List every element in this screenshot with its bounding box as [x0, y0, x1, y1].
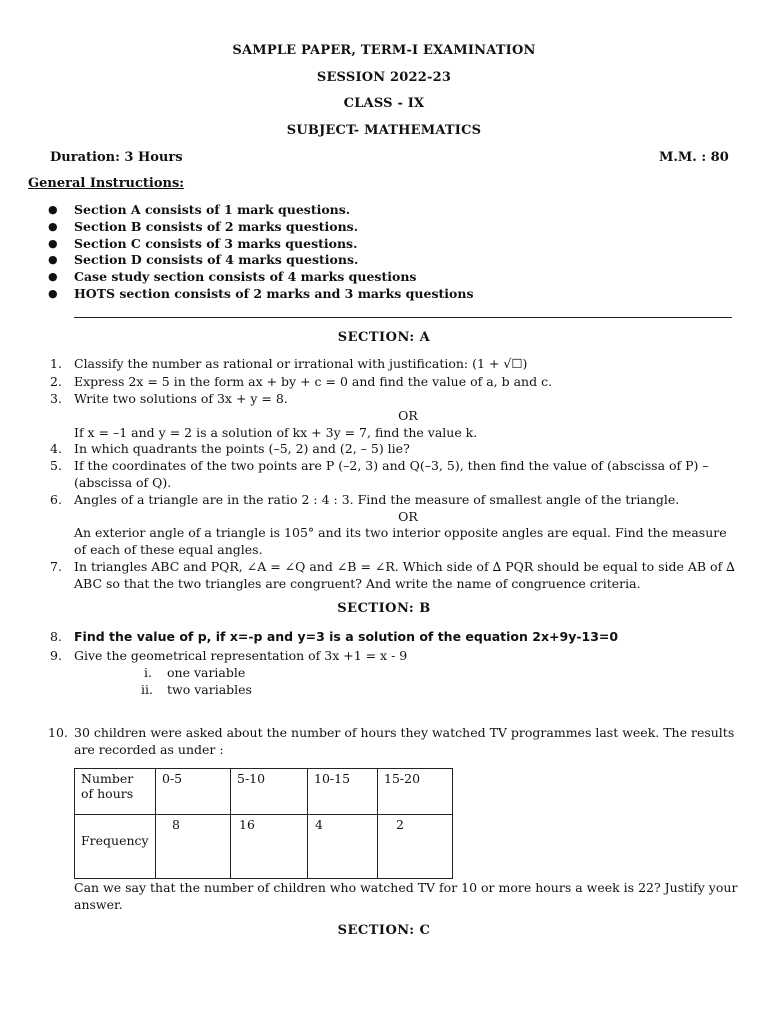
question-text: If x = –1 and y = 2 is a solution of kx + 3y = 7, find the value k. [74, 425, 478, 440]
subpart-text: two variables [167, 682, 252, 697]
table-cell: 10-15 [308, 769, 378, 815]
question-number: 6. [50, 492, 62, 507]
section-b-title: SECTION: B [337, 601, 431, 616]
question-text: Can we say that the number of children who watched TV for 10 or more hours a week is 22? Justify your answer. [74, 880, 738, 912]
subpart-number: i. [144, 665, 152, 680]
session-line: SESSION 2022-23 [316, 70, 452, 85]
question-text: In which quadrants the points (–5, 2) and (2, – 5) lie? [74, 441, 410, 456]
instruction-item: ● Section B consists of 2 marks questions. [48, 219, 473, 236]
question-number: 3. [50, 391, 62, 406]
question-number: 2. [50, 374, 62, 389]
question-text: In triangles ABC and PQR, ∠A = ∠Q and ∠B = ∠R. Which side of ∆ PQR should be equal to side AB of ∆ ABC so that the two triangles are congruent? And write the name of congruence criteria. [74, 559, 735, 591]
divider-line [74, 317, 732, 318]
table-cell: Number of hours [75, 769, 156, 815]
question-number: 10. [48, 725, 68, 740]
table-row [75, 769, 453, 815]
question-4 [50, 441, 740, 458]
question-text: Angles of a triangle are in the ratio 2 : 4 : 3. Find the measure of smallest angle of the triangle. [74, 492, 680, 507]
instruction-item: ● Section C consists of 3 marks questions. [48, 236, 473, 253]
question-number: 9. [50, 648, 62, 663]
question-6-alternative [50, 525, 740, 558]
instructions-list [48, 202, 473, 303]
question-3 [50, 391, 740, 408]
class-line: CLASS - IX [343, 96, 425, 111]
question-3-alternative [50, 425, 740, 442]
question-9 [50, 648, 740, 665]
question-number: 5. [50, 458, 62, 473]
section-c-title: SECTION: C [337, 923, 431, 938]
question-number: 4. [50, 441, 62, 456]
tv-hours-table [74, 768, 453, 879]
question-text: Express 2x = 5 in the form ax + by + c = 0 and find the value of a, b and c. [74, 374, 553, 389]
question-text: Write two solutions of 3x + y = 8. [74, 391, 288, 406]
instruction-item: ● Case study section consists of 4 marks questions [48, 269, 473, 286]
table-cell: 4 [308, 815, 378, 879]
question-text: Give the geometrical representation of 3x +1 = x - 9 [74, 648, 408, 663]
table-cell: Frequency [75, 815, 156, 879]
question-8 [50, 629, 740, 646]
section-a-title: SECTION: A [337, 330, 431, 345]
question-text: If the coordinates of the two points are P (–2, 3) and Q(–3, 5), then find the value of (abscissa of P) – (abscissa of Q). [74, 458, 709, 490]
table-cell: 2 [378, 815, 453, 879]
duration-label: Duration: 3 Hours [50, 150, 183, 165]
subpart-number: ii. [141, 682, 153, 697]
question-number: 8. [50, 629, 62, 644]
table-row [75, 815, 453, 879]
max-marks-label: M.M. : 80 [659, 150, 729, 165]
question-5 [50, 458, 740, 491]
table-cell: 15-20 [378, 769, 453, 815]
question-6 [50, 492, 740, 509]
question-2 [50, 374, 740, 391]
instruction-item: ● Section A consists of 1 mark questions. [48, 202, 473, 219]
paper-title: SAMPLE PAPER, TERM-I EXAMINATION [232, 43, 536, 58]
table-cell: 0-5 [156, 769, 231, 815]
general-instructions-title: General Instructions: [28, 176, 185, 191]
question-text: 30 children were asked about the number of hours they watched TV programmes last week. The results are recorded as under : [74, 725, 735, 757]
or-separator: OR [398, 408, 418, 423]
question-1 [50, 356, 740, 373]
table-cell: 8 [156, 815, 231, 879]
question-10 [48, 725, 742, 758]
or-separator: OR [398, 509, 418, 524]
instruction-item: ● HOTS section consists of 2 marks and 3 marks questions [48, 286, 473, 303]
question-number: 7. [50, 559, 62, 574]
subpart-text: one variable [167, 665, 246, 680]
question-number: 1. [50, 356, 62, 371]
table-cell: 16 [231, 815, 308, 879]
question-7 [50, 559, 740, 592]
table-cell: 5-10 [231, 769, 308, 815]
question-text: An exterior angle of a triangle is 105° and its two interior opposite angles are equal. Find the measure of each of these equal angles. [74, 525, 727, 557]
subject-line: SUBJECT- MATHEMATICS [286, 123, 482, 138]
question-10-followup [74, 880, 740, 913]
question-text: Classify the number as rational or irrational with justification: (1 + √☐) [74, 356, 528, 371]
question-text: Find the value of p, if x=-p and y=3 is a solution of the equation 2x+9y-13=0 [74, 629, 619, 644]
instruction-item: ● Section D consists of 4 marks questions. [48, 252, 473, 269]
